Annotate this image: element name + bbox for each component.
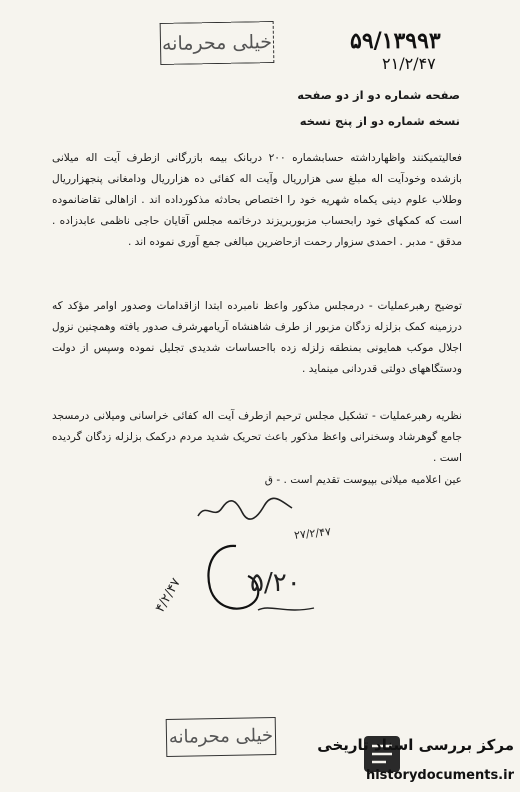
body-paragraph-4: عین اعلامیه میلانی بپیوست تقدیم است . - ق [264,474,462,486]
handwritten-underline-mark [256,602,316,616]
confidential-stamp-top: خیلی محرمانه [160,21,275,65]
handwritten-side-date: ۴/۲/۴۷ [152,575,185,616]
page-number-line: صفحه شماره دو از دو صفحه [297,88,460,102]
archive-name: مرکز بررسی اسناد تاریخی [317,736,514,754]
confidential-stamp-bottom: خیلی محرمانه [166,717,277,757]
archive-logo [317,716,520,792]
handwritten-number-annotation: ۵/۲۰ [250,568,301,598]
handwritten-date-annotation: ۲۷/۲/۴۷ [293,525,332,542]
reference-date: ۲۱/۲/۴۷ [382,54,436,73]
body-paragraph-2: توضیح رهبرعملیات - درمجلس مذکور واعظ نامبرده ابتدا ازاقدامات وصدور اوامر مؤکد که درزمینه کمک بزلزله زدگان مزبور از طرف شاهنشاه آریامهرشرف صدور یافته وهمچنین نزول اجلال موکب همایونی بمنطقه زلزله زده بااحساسات شدیدی تجلیل نموده وسپس از دولت ودستگاههای دولتی قدردانی مینماید . [52,300,462,375]
body-paragraph-3: نظریه رهبرعملیات - تشکیل مجلس ترحیم ازطرف آیت اله کفائی خراسانی ومیلانی درمسجد جامع گوهرشاد وسخنرانی واعظ مذکور باعث تحریک شدید مردم درکمک بزلزله زدگان گردیده است . [52,410,462,464]
body-paragraph-1: فعالیتمیکنند واظهارداشته حسابشماره ۲۰۰ دربانک بیمه بازرگانی ازطرف آیت اله میلانی بازشده وخودآیت اله مبلغ سی هزارریال وآیت اله کفائی ده هزارریال ودامغانی پنجهزارریال وطلاب علوم دینی یکماه شهریه خود را اختصاص بحادثه مذکورداده اند . ازاهالی تقاضانموده است که کمکهای خود رابحساب مزبوربریزند درخاتمه مجلس آقایان حاجی ناظمی عابدزاده . مدقق - مدبر . احمدی سزوار رحمت ازحاضرین مبالغی جمع آوری نموده اند . [52,152,462,248]
copy-number-line: نسخه شماره دو از پنج نسخه [299,114,460,128]
reference-number: ۵۹/۱۳۹۹۳ [350,28,441,54]
handwritten-scribble-top [196,494,296,524]
archive-url: historydocuments.ir [365,768,514,783]
